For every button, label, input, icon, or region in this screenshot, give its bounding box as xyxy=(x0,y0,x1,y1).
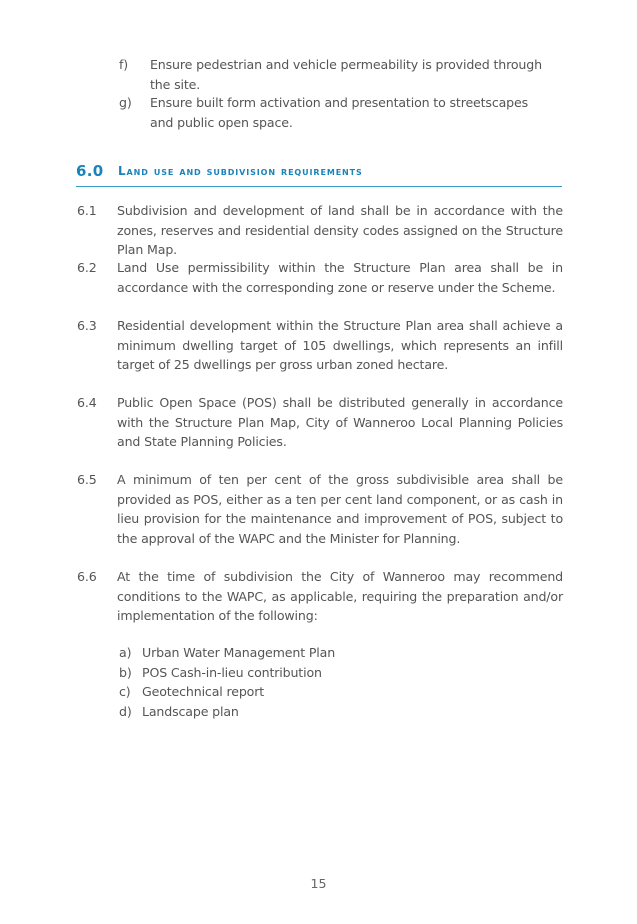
clause-text: Subdivision and development of land shall be in accordance with the zones, reserves and residential density codes assigned on the Structure Plan Map. xyxy=(117,203,563,257)
sub-list-text: Landscape plan xyxy=(142,703,239,719)
sub-list-letter: b) xyxy=(119,664,132,680)
sub-list-letter: a) xyxy=(119,645,132,660)
clause-number: 6.3 xyxy=(77,318,97,333)
sub-list-letter: c) xyxy=(119,684,131,699)
sub-list-item xyxy=(0,702,637,722)
clause-text: Land Use permissibility within the Structure Plan area shall be in accordance with the corresponding zone or reserve under the Scheme. xyxy=(117,260,563,295)
sub-list-item xyxy=(0,663,637,683)
clause-number: 6.6 xyxy=(77,569,97,584)
sub-list-text: Geotechnical report xyxy=(142,684,265,699)
clause-text: Public Open Space (POS) shall be distributed generally in accordance with the Structure Plan Map, City of Wanneroo Local Planning Policies and State Planning Policies. xyxy=(117,395,563,449)
sub-list xyxy=(0,643,637,721)
clause-text: A minimum of ten per cent of the gross subdivisible area shall be provided as POS, either as a ten per cent land component, or as cash in lieu provision for the maintenance and improvement of POS, subject to the approval of the WAPC and the Minister for Planning. xyxy=(117,472,563,546)
list-item-letter: g) xyxy=(119,95,132,110)
clause-text: At the time of subdivision the City of Wanneroo may recommend conditions to the WAPC, as applicable, requiring the preparation and/or implementation of the following: xyxy=(117,569,563,623)
section-number: 6.0 xyxy=(76,162,104,180)
sub-list-text: POS Cash-in-lieu contribution xyxy=(142,664,322,680)
clause-text: Residential development within the Structure Plan area shall achieve a minimum dwelling target of 105 dwellings, which represents an infill target of 25 dwellings per gross urban zoned hectare. xyxy=(117,318,563,372)
clause-number: 6.2 xyxy=(77,260,97,275)
section-title: Land use and subdivision requirements xyxy=(118,164,363,178)
sub-list-item xyxy=(0,682,637,702)
list-item-text: Ensure pedestrian and vehicle permeability is provided through the site. xyxy=(150,57,542,92)
sub-list-letter: d) xyxy=(119,703,132,719)
list-item-text: Ensure built form activation and presentation to streetscapes and public open space. xyxy=(150,95,529,130)
clause-number: 6.4 xyxy=(77,395,97,410)
list-item-letter: f) xyxy=(119,57,129,72)
sub-list-item xyxy=(0,643,637,663)
section-heading xyxy=(76,160,562,187)
page-number: 15 xyxy=(310,876,327,891)
clause-number: 6.5 xyxy=(77,472,97,487)
sub-list-text: Urban Water Management Plan xyxy=(142,645,336,660)
clause-number: 6.1 xyxy=(77,203,97,218)
